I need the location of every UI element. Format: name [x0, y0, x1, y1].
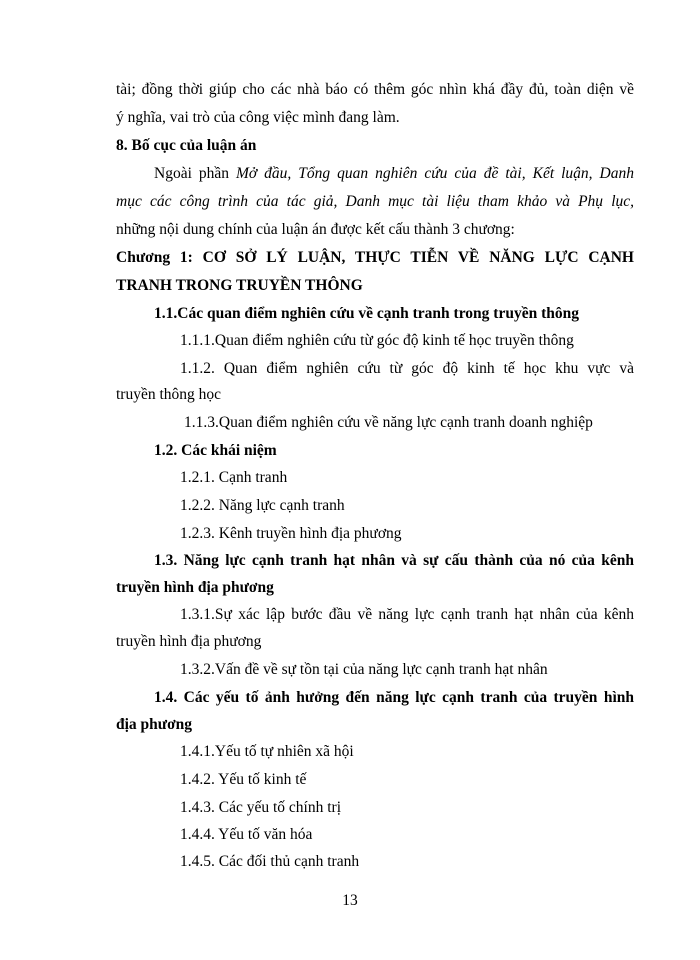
section-1-1-heading: 1.1.Các quan điểm nghiên cứu về cạnh tranh trong truyền thông: [154, 305, 579, 322]
chapter-title-line-2: TRANH TRONG TRUYỀN THÔNG: [116, 277, 363, 294]
section-1-4-4: 1.4.4. Yếu tố văn hóa: [180, 826, 313, 843]
section-1-4-2: 1.4.2. Yếu tố kinh tế: [180, 771, 307, 788]
section-1-4-heading-line-2: địa phương: [116, 716, 193, 733]
layout-line-1-prefix: Ngoài phần: [154, 165, 236, 182]
section-1-3-1-line-1: 1.3.1.Sự xác lập bước đầu về năng lực cạnh tranh hạt nhân của kênh: [180, 606, 634, 623]
layout-line-1: [154, 164, 634, 184]
section-1-3-heading-line-2: truyền hình địa phương: [116, 579, 274, 596]
section-1-1-2-line-1: 1.1.2. Quan điểm nghiên cứu từ góc độ kinh tế học khu vực và: [180, 360, 634, 377]
section-1-2-2: 1.2.2. Năng lực cạnh tranh: [180, 497, 345, 514]
layout-line-2: mục các công trình của tác giả, Danh mục tài liệu tham khảo và Phụ lục,: [116, 193, 634, 210]
section-1-4-heading-line-1: 1.4. Các yếu tố ảnh hưởng đến năng lực cạnh tranh của truyền hình: [154, 689, 634, 706]
section-1-2-heading: 1.2. Các khái niệm: [154, 442, 277, 459]
section-1-4-3: 1.4.3. Các yếu tố chính trị: [180, 799, 341, 816]
section-1-1-2-line-2: truyền thông học: [116, 386, 222, 403]
intro-line-1: tài; đồng thời giúp cho các nhà báo có thêm góc nhìn khá đầy đủ, toàn diện về: [116, 81, 634, 98]
section-1-2-1: 1.2.1. Cạnh tranh: [180, 469, 288, 486]
section-heading: 8. Bố cục của luận án: [116, 137, 257, 154]
section-1-1-3: 1.1.3.Quan điểm nghiên cứu về năng lực cạnh tranh doanh nghiệp: [184, 414, 593, 431]
chapter-title-line-1: Chương 1: CƠ SỞ LÝ LUẬN, THỰC TIỄN VỀ NĂNG LỰC CẠNH: [116, 249, 634, 266]
section-1-2-3: 1.2.3. Kênh truyền hình địa phương: [180, 525, 402, 542]
section-1-3-heading-line-1: 1.3. Năng lực cạnh tranh hạt nhân và sự cấu thành của nó của kênh: [154, 552, 634, 569]
page-number: 13: [342, 892, 358, 909]
section-1-3-1-line-2: truyền hình địa phương: [116, 633, 262, 650]
layout-line-1-italic: Mở đầu, Tổng quan nghiên cứu của đề tài, Kết luận, Danh: [236, 165, 634, 182]
intro-line-2: ý nghĩa, vai trò của công việc mình đang làm.: [116, 109, 400, 126]
section-1-1-1: 1.1.1.Quan điểm nghiên cứu từ góc độ kinh tế học truyền thông: [180, 332, 574, 349]
section-1-4-5: 1.4.5. Các đối thủ cạnh tranh: [180, 853, 360, 870]
layout-line-3: những nội dung chính của luận án được kết cấu thành 3 chương:: [116, 221, 515, 238]
section-1-4-1: 1.4.1.Yếu tố tự nhiên xã hội: [180, 743, 354, 760]
section-1-3-2: 1.3.2.Vấn đề về sự tồn tại của năng lực cạnh tranh hạt nhân: [180, 661, 548, 678]
